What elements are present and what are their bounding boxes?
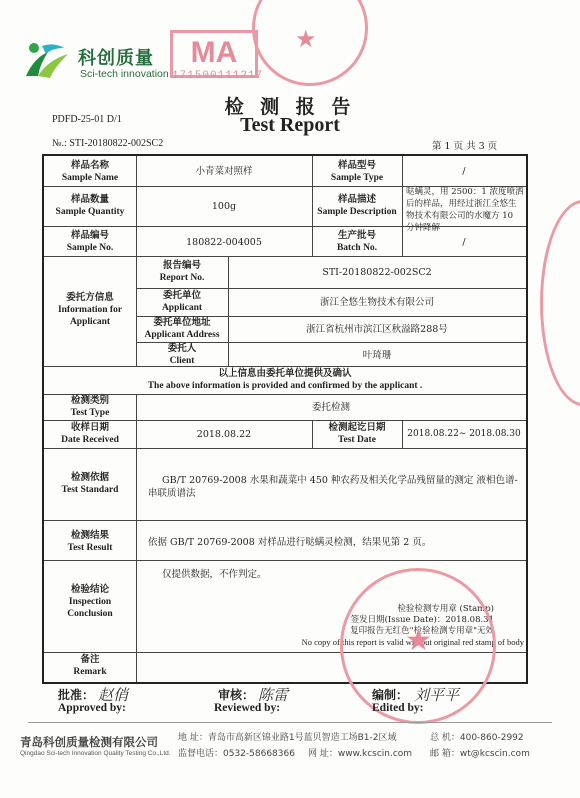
footer-address: 地 址：青岛市高新区锦业路1号蓝贝智造工场B1-2区域: [178, 733, 397, 743]
seal-star-icon: ★: [405, 623, 432, 658]
test-result-label: 检测结果 Test Result: [67, 530, 113, 553]
batch-number-value: /: [462, 237, 466, 248]
reviewed-label-en: Reviewed by:: [214, 702, 281, 714]
test-date-value: 2018.08.22~ 2018.08.30: [407, 429, 521, 439]
brand-name-en: Sci-tech innovation: [80, 68, 169, 80]
sample-description-value: 哒螨灵，用 2500：1 浓度喷洒后的样品，用经过浙江全悠生物技术有限公司的水魔方 10 分钟降解: [406, 187, 524, 233]
edited-label-cn: 编制：: [372, 688, 409, 702]
sample-quantity-label: 样品数量 Sample Quantity: [55, 194, 125, 217]
report-no-label: 报告编号 Report No.: [159, 260, 205, 283]
applicant-address-label: 委托单位地址 Applicant Address: [144, 317, 220, 340]
footer-email: 邮 箱：wt@kcscin.com: [430, 749, 530, 759]
applicant-confirmation-notice: 以上信息由委托单位提供及确认 The above information is provided and confirmed by the applicant .: [147, 368, 423, 391]
table-divider: [44, 448, 526, 449]
stamp-note-line: 检验检测专用章 (Stamp): [397, 604, 494, 614]
sample-name-label: 样品名称 Sample Name: [61, 160, 119, 183]
footer-company-cn: 青岛科创质量检测有限公司: [20, 735, 158, 749]
sample-number-value: 180822-004005: [186, 237, 262, 248]
table-divider: [44, 560, 526, 561]
date-received-value: 2018.08.22: [196, 429, 252, 440]
table-divider: [44, 366, 526, 367]
test-result-value: 依据 GB/T 20769-2008 对样品进行哒螨灵检测，结果见第 2 页。: [148, 537, 432, 548]
edited-signature: 刘平平: [414, 686, 460, 704]
footer-company-en: Qingdao Sci-tech Innovation Quality Testing Co.,Ltd.: [20, 750, 171, 757]
approved-signature: 赵俏: [98, 686, 129, 704]
test-date-label: 检测起讫日期 Test Date: [328, 422, 386, 445]
seal-star-icon: ★: [295, 25, 317, 53]
table-divider: [44, 420, 526, 421]
report-number: №.: STI-20180822-002SC2: [52, 138, 164, 149]
ma-certification-number: 171500111217: [172, 70, 264, 82]
stamp-note-line: 复印报告无红色"检验检测专用章"无效: [350, 626, 494, 636]
report-title-en: Test Report: [240, 114, 340, 136]
test-standard-label: 检测依据 Test Standard: [61, 472, 119, 495]
sample-quantity-value: 100g: [211, 201, 237, 212]
remark-label: 备注 Remark: [73, 654, 107, 677]
applicant-info-label: 委托方信息 Information for Applicant: [57, 292, 123, 327]
footer-website: 网 址：www.kcscin.com: [308, 749, 413, 759]
reviewed-label-cn: 审核：: [218, 688, 255, 702]
applicant-address-value: 浙江省杭州市滨江区秋溢路288号: [306, 324, 448, 335]
table-divider: [44, 256, 526, 257]
sample-type-value: /: [462, 166, 466, 177]
test-standard-value: GB/T 20769-2008 水果和蔬菜中 450 种农药及相关化学品残留量的测定 液相色谱-串联质谱法: [148, 475, 518, 499]
document-code: PDFD-25-01 D/1: [52, 114, 122, 125]
edited-label-en: Edited by:: [372, 702, 424, 714]
page-indicator: 第 1 页 共 3 页: [432, 141, 498, 152]
footer-divider: [28, 722, 552, 723]
ma-certification-mark: MA: [170, 30, 258, 78]
stamp-note-line: 签发日期(Issue Date)：2018.08.31: [350, 615, 494, 625]
report-title-cn: 检 测 报 告: [224, 96, 356, 118]
inspection-conclusion-value: 仅提供数据，不作判定。: [162, 569, 267, 580]
test-type-value: 委托检测: [311, 402, 350, 413]
test-type-label: 检测类别 Test Type: [70, 395, 110, 418]
batch-number-label: 生产批号 Batch No.: [336, 230, 378, 253]
reviewed-signature: 陈雷: [258, 686, 289, 704]
applicant-label: 委托单位 Applicant: [161, 290, 203, 313]
sample-name-value: 小青菜对照样: [195, 166, 253, 177]
top-seal-stamp: [252, 0, 368, 86]
client-value: 叶琦珊: [362, 350, 392, 361]
stamp-note-line: No copy of this report is valid without original red stamp of body: [301, 637, 524, 647]
footer-phone: 监督电话：0532-58668366: [178, 749, 295, 759]
client-label: 委托人 Client: [167, 343, 197, 366]
footer-hotline: 总 机：400-860-2992: [430, 733, 524, 743]
sample-type-label: 样品型号 Sample Type: [330, 160, 384, 183]
date-received-label: 收样日期 Date Received: [61, 422, 119, 445]
sample-description-label: 样品描述 Sample Description: [317, 194, 397, 217]
side-seal-stamp: [540, 200, 580, 406]
brand-name-cn: 科创质量: [78, 48, 154, 69]
report-no-value: STI-20180822-002SC2: [322, 267, 432, 278]
sample-number-label: 样品编号 Sample No.: [66, 230, 114, 253]
company-logo-icon: [24, 40, 70, 80]
inspection-conclusion-label: 检验结论 Inspection Conclusion: [67, 584, 113, 619]
applicant-value: 浙江全悠生物技术有限公司: [319, 297, 434, 308]
approved-label-en: Approved by:: [58, 702, 126, 714]
approved-label-cn: 批准：: [58, 688, 95, 702]
table-divider: [136, 288, 526, 289]
table-divider: [44, 520, 526, 521]
